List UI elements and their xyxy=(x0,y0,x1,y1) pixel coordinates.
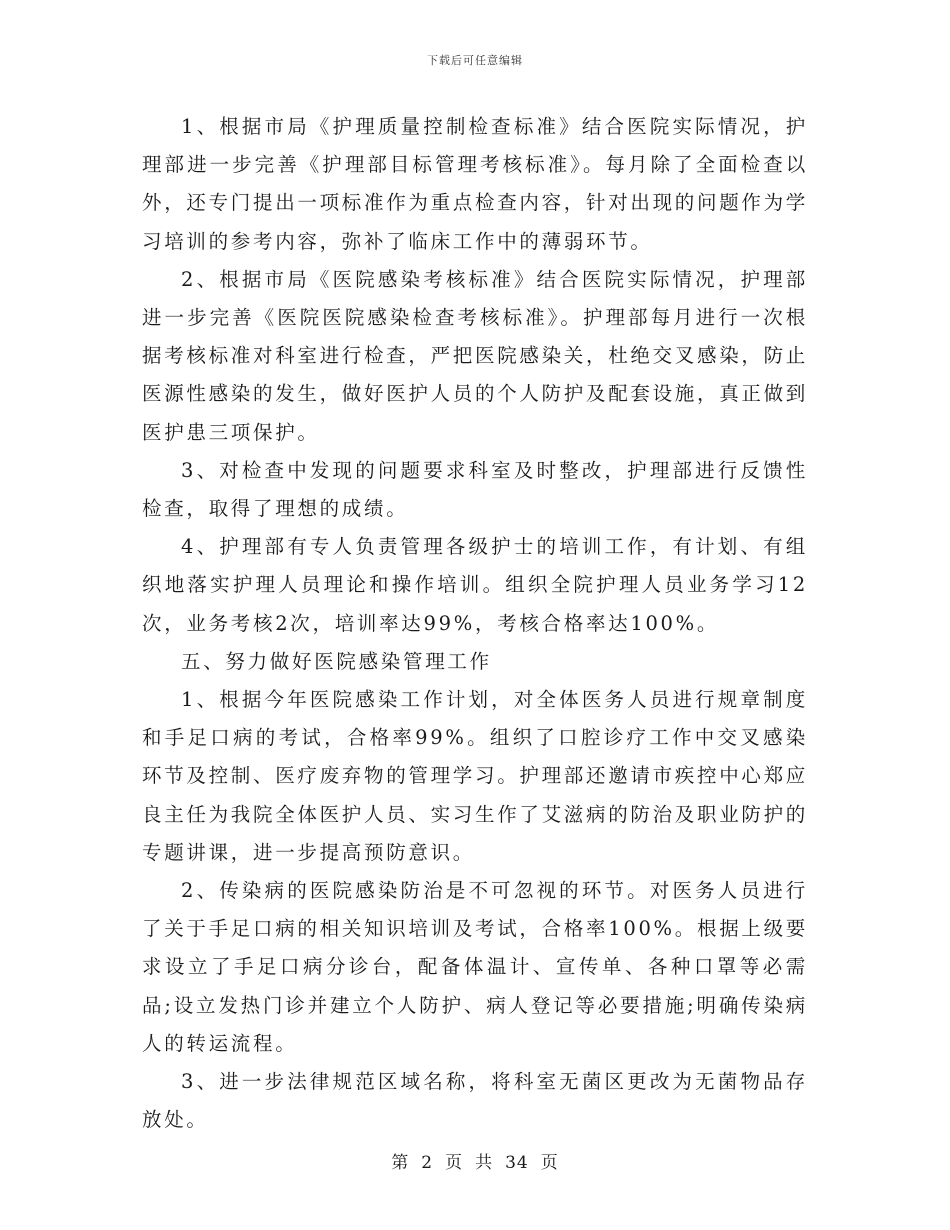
paragraph-item-5: 1、根据今年医院感染工作计划，对全体医务人员进行规章制度和手足口病的考试，合格率99%。组织了口腔诊疗工作中交叉感染环节及控制、医疗废弃物的管理学习。护理部还邀请市疾控中心郑应良主任为我院全体医护人员、实习生作了艾滋病的防治及职业防护的专题讲课，进一步提高预防意识。 xyxy=(142,688,809,864)
section-heading: 五、努力做好医院感染管理工作 xyxy=(181,649,492,673)
paragraph-item-6: 2、传染病的医院感染防治是不可忽视的环节。对医务人员进行了关于手足口病的相关知识培训及考试，合格率100%。根据上级要求设立了手足口病分诊台，配备体温计、宣传单、各种口罩等必需品;设立发热门诊并建立个人防护、病人登记等必要措施;明确传染病人的转运流程。 xyxy=(142,879,808,1055)
paragraph-item-3: 3、对检查中发现的问题要求科室及时整改，护理部进行反馈性检查，取得了理想的成绩。 xyxy=(142,458,808,521)
footer-prefix: 第 xyxy=(391,1153,410,1173)
paragraph-item-7: 3、进一步法律规范区域名称，将科室无菌区更改为无菌物品存放处。 xyxy=(142,1070,808,1132)
paragraph-item-1: 1、根据市局《护理质量控制检查标准》结合医院实际情况，护理部进一步完善《护理部目标管理考核标准》。每月除了全面检查以外，还专门提出一项标准作为重点检查内容，针对出现的问题作为学习培训的参考内容，弥补了临床工作中的薄弱环节。 xyxy=(142,115,809,253)
paragraph-item-4: 4、护理部有专人负责管理各级护士的培训工作，有计划、有组织地落实护理人员理论和操作培训。组织全院护理人员业务学习12次，业务考核2次，培训率达99%，考核合格率达100%。 xyxy=(142,535,808,635)
footer-total-prefix: 共 xyxy=(475,1153,494,1173)
footer-page-word: 页 xyxy=(445,1153,464,1173)
footer-total-word: 页 xyxy=(540,1153,559,1173)
footer-total-pages: 34 xyxy=(505,1153,529,1173)
page-footer xyxy=(0,1148,950,1173)
body-text xyxy=(142,108,808,1139)
paragraph-item-2: 2、根据市局《医院感染考核标准》结合医院实际情况，护理部进一步完善《医院医院感染检查考核标准》。护理部每月进行一次根据考核标准对科室进行检查，严把医院感染关，杜绝交叉感染，防止医源性感染的发生，做好医护人员的个人防护及配套设施，真正做到医护患三项保护。 xyxy=(142,267,809,444)
header-note: 下载后可任意编辑 xyxy=(427,54,523,67)
footer-page-number: 2 xyxy=(421,1153,434,1173)
